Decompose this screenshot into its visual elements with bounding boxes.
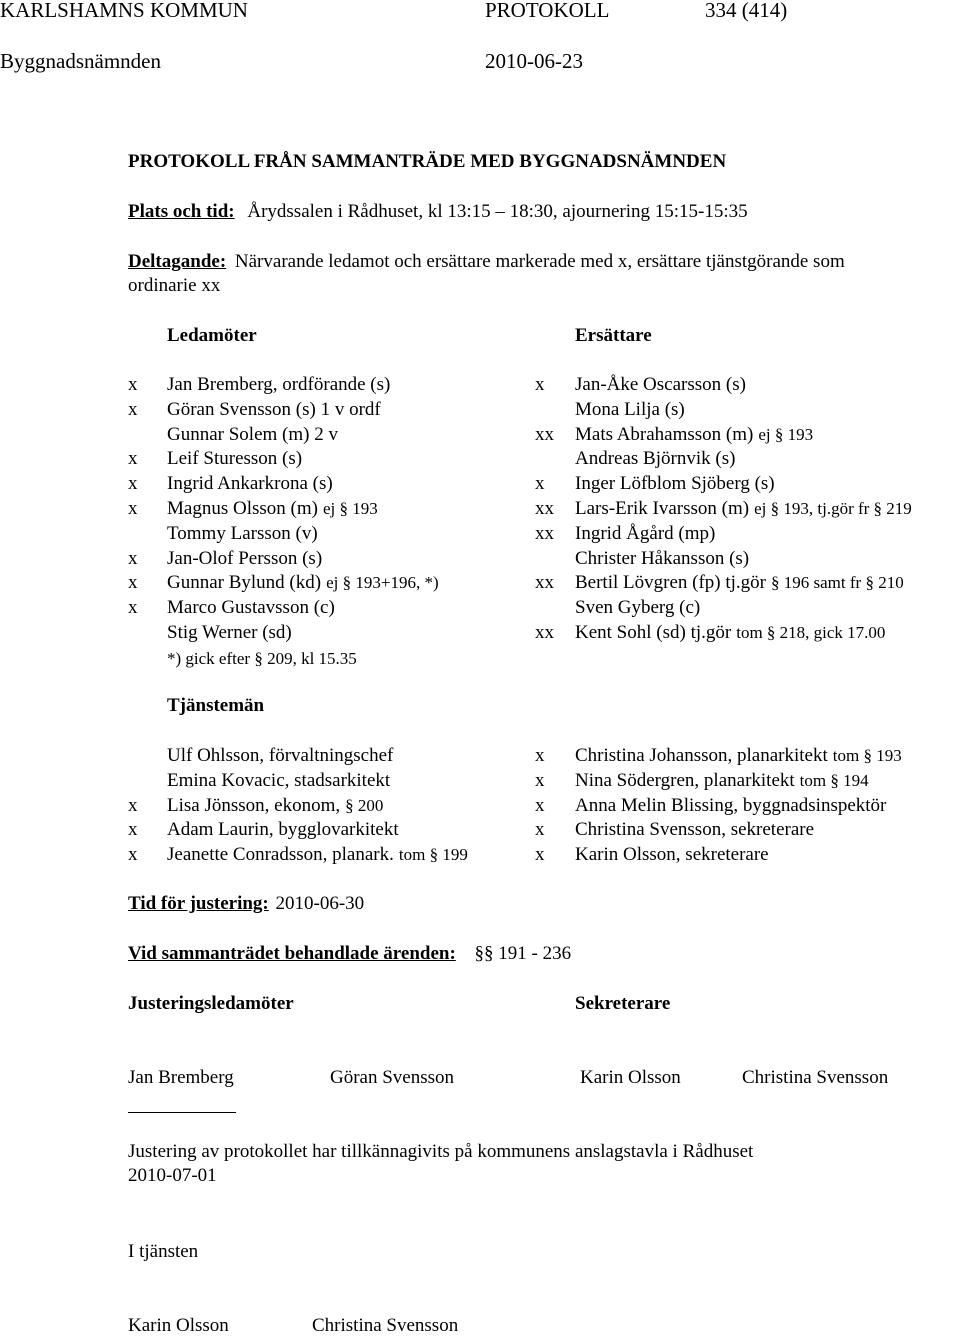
person-name: Ulf Ohlsson, förvaltningschef xyxy=(167,745,394,766)
attendance-mark: x xyxy=(128,448,138,470)
adjust-time-value: 2010-06-30 xyxy=(275,893,365,914)
substitutes-heading: Ersättare xyxy=(575,325,652,346)
official-row xyxy=(167,769,390,793)
attendance-mark: xx xyxy=(535,423,554,445)
attendance-mark: x xyxy=(535,473,545,495)
matters-label: Vid sammanträdet behandlade ärenden: xyxy=(128,943,456,964)
member-row xyxy=(167,447,302,471)
official-row xyxy=(167,794,383,818)
official-row xyxy=(167,818,399,842)
person-name: Jan-Åke Oscarsson (s) xyxy=(575,374,746,395)
person-note: § 196 samt fr § 210 xyxy=(771,573,904,593)
person-name: Tommy Larsson (v) xyxy=(167,522,318,544)
person-name: Andreas Björnvik (s) xyxy=(575,448,736,470)
attendance-mark: x xyxy=(128,597,138,619)
attendance-mark: xx xyxy=(535,622,554,643)
person-name: Nina Södergren, planarkitekt xyxy=(575,769,795,791)
adjust-time-label: Tid för justering: xyxy=(128,893,269,914)
attendance-mark: x xyxy=(535,769,545,791)
person-name: Ingrid Ågård (mp) xyxy=(575,522,716,544)
person-name: Christer Håkansson (s) xyxy=(575,547,750,569)
person-name: Marco Gustavsson (c) xyxy=(167,597,335,619)
person-note: tom § 218, gick 17.00 xyxy=(736,623,886,642)
member-row xyxy=(167,398,381,422)
person-name: Ingrid Ankarkrona (s) xyxy=(167,473,333,495)
person-name: Karin Olsson, sekreterare xyxy=(575,844,769,866)
person-name: Adam Laurin, bygglovarkitekt xyxy=(167,819,399,841)
person-name: Emina Kovacic, stadsarkitekt xyxy=(167,769,391,791)
person-name: Sven Gyberg (c) xyxy=(575,597,701,619)
header-doc-type: PROTOKOLL xyxy=(485,0,610,22)
attendance-mark: x xyxy=(128,498,138,519)
attendance-mark: x xyxy=(128,473,138,495)
person-name: Magnus Olsson (m) xyxy=(167,498,318,519)
matters-line xyxy=(128,942,571,966)
substitute-row xyxy=(575,522,715,546)
notice-date: 2010-07-01 xyxy=(128,1165,217,1186)
person-name: Stig Werner (sd) xyxy=(167,622,292,643)
service-signer-name: Karin Olsson xyxy=(128,1315,229,1336)
header-board: Byggnadsnämnden xyxy=(0,49,161,73)
person-note: tom § 194 xyxy=(799,770,869,790)
person-note: ej § 193, tj.gör fr § 219 xyxy=(754,499,912,518)
substitute-row xyxy=(575,373,746,397)
attendance-text: Närvarande ledamot och ersättare markerade med x, ersättare tjänstgörande som xyxy=(234,251,845,272)
official-row xyxy=(575,744,902,768)
member-row xyxy=(167,547,322,571)
person-name: Christina Svensson, sekreterare xyxy=(575,819,815,841)
attendance-mark: x xyxy=(128,794,138,816)
person-name: Bertil Lövgren (fp) tj.gör xyxy=(575,572,767,594)
attendance-mark: x xyxy=(128,819,138,841)
attendance-mark: x xyxy=(128,374,138,395)
person-name: Inger Löfblom Sjöberg (s) xyxy=(575,473,775,495)
attendance-mark: xx xyxy=(535,572,554,594)
person-name: Mats Abrahamsson (m) xyxy=(575,423,754,445)
member-row xyxy=(167,621,292,645)
person-name: Lars-Erik Ivarsson (m) xyxy=(575,498,750,519)
substitute-row xyxy=(575,497,912,521)
attendance-mark: x xyxy=(128,844,138,866)
official-row xyxy=(575,843,769,867)
member-row xyxy=(167,423,338,447)
attendance-mark: x xyxy=(535,745,545,766)
member-row xyxy=(167,596,335,620)
person-name: Christina Johansson, planarkitekt xyxy=(575,745,828,766)
person-name: Anna Melin Blissing, byggnadsinspektör xyxy=(575,794,887,816)
signer-name: Christina Svensson xyxy=(742,1067,889,1088)
substitute-row xyxy=(575,571,904,595)
person-name: Gunnar Solem (m) 2 v xyxy=(167,423,338,445)
attendance-mark: x xyxy=(535,374,545,395)
secretaries-heading: Sekreterare xyxy=(575,993,671,1014)
attendance-text-cont: ordinarie xx xyxy=(128,275,221,296)
person-name: Jeanette Conradsson, planark. xyxy=(167,844,394,866)
attendance-label: Deltagande: xyxy=(128,251,227,272)
substitute-row xyxy=(575,398,685,422)
document-title: PROTOKOLL FRÅN SAMMANTRÄDE MED BYGGNADSNÄMNDEN xyxy=(128,151,727,172)
signer-name: Göran Svensson xyxy=(330,1067,455,1088)
person-note: ej § 193+196, *) xyxy=(326,573,439,593)
substitute-row xyxy=(575,472,775,496)
substitute-row xyxy=(575,621,885,645)
person-note: tom § 193 xyxy=(832,746,902,765)
members-footnote: *) gick efter § 209, kl 15.35 xyxy=(167,649,357,668)
person-note: ej § 193 xyxy=(322,499,378,518)
attendance-line xyxy=(128,250,845,274)
official-row xyxy=(575,818,814,842)
person-note: tom § 199 xyxy=(398,845,468,865)
person-name: Gunnar Bylund (kd) xyxy=(167,572,322,594)
member-row xyxy=(167,373,390,397)
adjusters-heading: Justeringsledamöter xyxy=(128,993,294,1014)
attendance-mark: x xyxy=(535,819,545,841)
substitute-row xyxy=(575,423,813,447)
officials-heading: Tjänstemän xyxy=(167,695,265,716)
member-row xyxy=(167,571,439,595)
attendance-mark: x xyxy=(128,547,138,569)
member-row xyxy=(167,472,333,496)
attendance-mark: x xyxy=(128,572,138,594)
person-name: Jan-Olof Persson (s) xyxy=(167,547,323,569)
signer-name: Karin Olsson xyxy=(580,1067,681,1088)
place-text: Årydssalen i Rådhuset, kl 13:15 – 18:30, ajournering 15:15-15:35 xyxy=(247,201,748,222)
attendance-mark: xx xyxy=(535,522,554,544)
person-name: Lisa Jönsson, ekonom, xyxy=(167,794,341,816)
person-name: Mona Lilja (s) xyxy=(575,398,685,420)
notice-text: Justering av protokollet har tillkännagivits på kommunens anslagstavla i Rådhuset xyxy=(128,1141,754,1162)
person-name: Kent Sohl (sd) tj.gör xyxy=(575,622,732,643)
attendance-mark: xx xyxy=(535,498,554,519)
in-service-label: I tjänsten xyxy=(128,1241,199,1262)
official-row xyxy=(575,794,886,818)
person-name: Göran Svensson (s) 1 v ordf xyxy=(167,398,381,420)
adjust-time-line xyxy=(128,892,364,916)
signature-line xyxy=(128,1112,236,1113)
person-name: Jan Bremberg, ordförande (s) xyxy=(167,374,391,395)
signer-name: Jan Bremberg xyxy=(128,1067,234,1088)
member-row xyxy=(167,497,378,521)
members-heading: Ledamöter xyxy=(167,325,257,346)
attendance-mark: x xyxy=(535,794,545,816)
place-label: Plats och tid: xyxy=(128,201,235,222)
attendance-mark: x xyxy=(128,398,138,420)
member-row xyxy=(167,522,318,546)
header-org: KARLSHAMNS KOMMUN xyxy=(0,0,248,22)
official-row xyxy=(167,744,393,768)
header-date: 2010-06-23 xyxy=(485,49,583,73)
header-page-number: 334 (414) xyxy=(705,0,788,22)
person-note: § 200 xyxy=(345,795,384,815)
official-row xyxy=(575,769,869,793)
substitute-row xyxy=(575,447,735,471)
matters-value: §§ 191 - 236 xyxy=(474,943,572,964)
substitute-row xyxy=(575,596,700,620)
official-row xyxy=(167,843,468,867)
person-name: Leif Sturesson (s) xyxy=(167,448,303,470)
substitute-row xyxy=(575,547,749,571)
place-line xyxy=(128,200,748,224)
person-note: ej § 193 xyxy=(758,424,814,444)
attendance-mark: x xyxy=(535,844,545,866)
service-signer-name: Christina Svensson xyxy=(312,1315,459,1336)
